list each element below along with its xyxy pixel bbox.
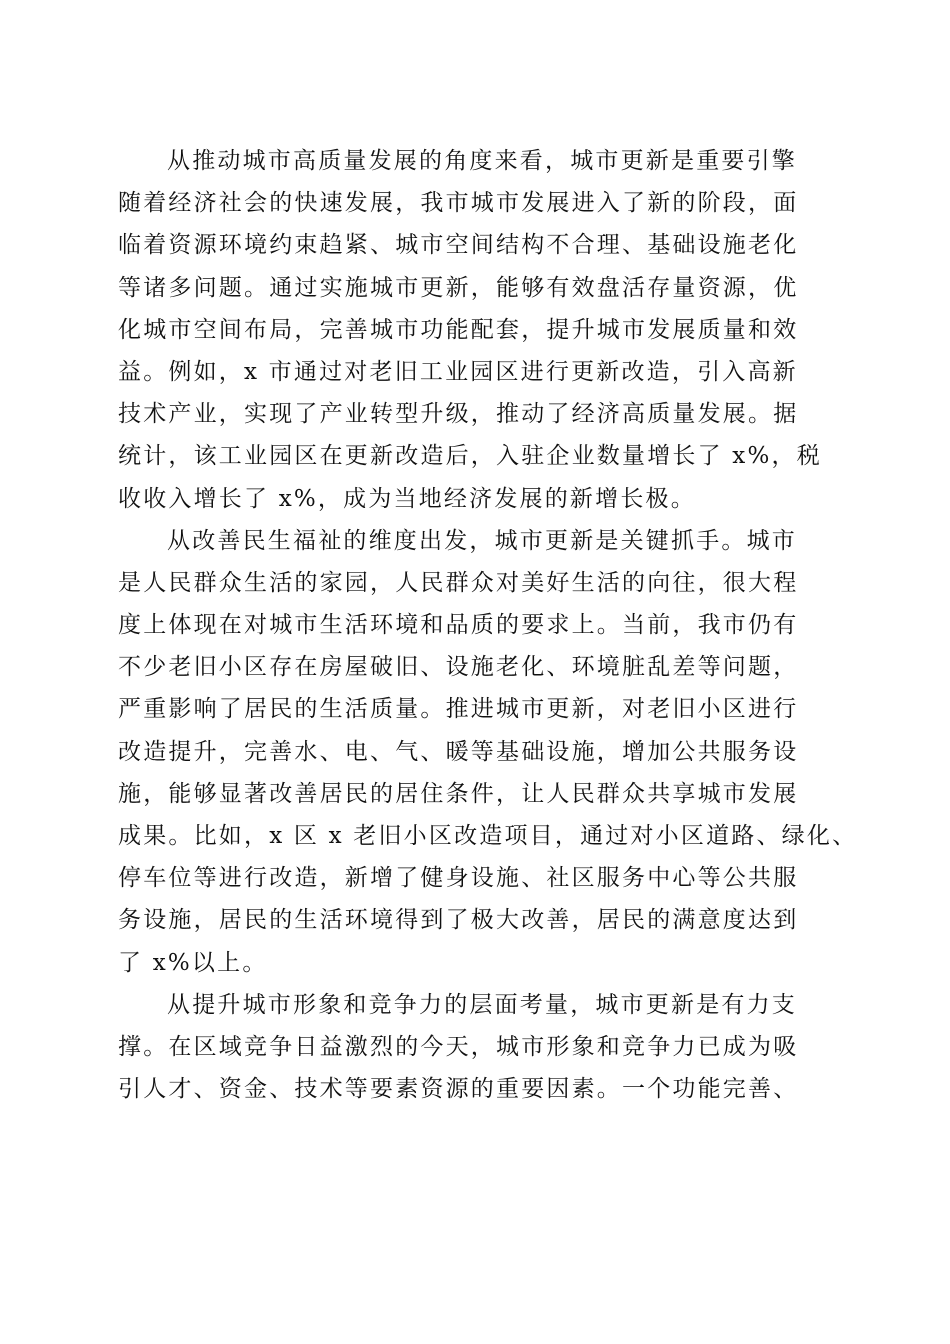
text-line: 停车位等进行改造，新增了健身设施、社区服务中心等公共服 [118,865,799,892]
text-line: 从改善民生福祉的维度出发，城市更新是关键抓手。城市 [167,527,797,554]
text-line: 技术产业，实现了产业转型升级，推动了经济高质量发展。据 [118,401,799,428]
paragraph-3 [118,984,830,1111]
text-line: 了 x%以上。 [118,949,268,976]
text-line: 统计，该工业园区在更新改造后，入驻企业数量增长了 x%，税 [118,443,822,470]
text-line: 引人才、资金、技术等要素资源的重要因素。一个功能完善、 [118,1076,799,1103]
text-line: 临着资源环境约束趋紧、城市空间结构不合理、基础设施老化 [118,232,799,259]
text-line: 施，能够显著改善居民的居住条件，让人民群众共享城市发展 [118,780,799,807]
text-line: 撑。在区域竞争日益激烈的今天，城市形象和竞争力已成为吸 [118,1033,799,1060]
text-line: 随着经济社会的快速发展，我市城市发展进入了新的阶段，面 [118,190,799,217]
text-line: 是人民群众生活的家园，人民群众对美好生活的向往，很大程 [118,569,799,596]
text-line: 成果。比如，x 区 x 老旧小区改造项目，通过对小区道路、绿化、 [118,823,858,849]
text-line: 改造提升，完善水、电、气、暖等基础设施，增加公共服务设 [118,738,799,765]
text-line: 从提升城市形象和竞争力的层面考量，城市更新是有力支 [167,991,797,1018]
text-line: 益。例如，x 市通过对老旧工业园区进行更新改造，引入高新 [118,358,798,385]
text-line: 不少老旧小区存在房屋破旧、设施老化、环境脏乱差等问题， [118,654,799,681]
paragraph-2 [118,520,858,984]
document-body [118,140,858,1110]
text-line: 严重影响了居民的生活质量。推进城市更新，对老旧小区进行 [118,696,799,723]
text-line: 从推动城市高质量发展的角度来看，城市更新是重要引擎 [167,148,797,174]
text-line: 务设施，居民的生活环境得到了极大改善，居民的满意度达到 [118,907,799,934]
text-line: 化城市空间布局，完善城市功能配套，提升城市发展质量和效 [118,316,799,343]
paragraph-1 [118,140,830,520]
text-line: 度上体现在对城市生活环境和品质的要求上。当前，我市仍有 [118,612,799,639]
text-line: 等诸多问题。通过实施城市更新，能够有效盘活存量资源，优 [118,274,799,301]
text-line: 收收入增长了 x%，成为当地经济发展的新增长极。 [118,485,696,512]
